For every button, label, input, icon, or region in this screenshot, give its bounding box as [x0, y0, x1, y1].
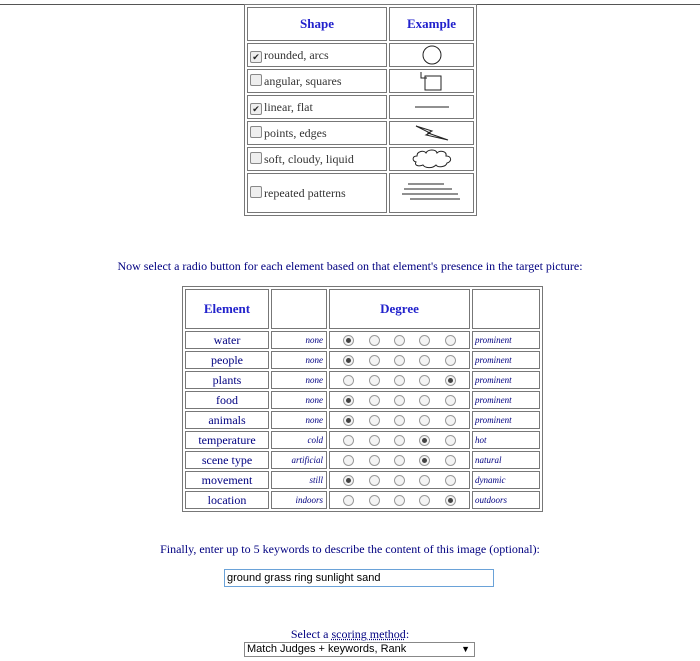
high-label: prominent — [472, 391, 540, 409]
degree-radio[interactable] — [419, 335, 430, 346]
degree-radio[interactable] — [369, 415, 380, 426]
degree-radio[interactable] — [419, 375, 430, 386]
scoring-method-select[interactable] — [244, 642, 475, 657]
degree-radio[interactable] — [419, 435, 430, 446]
degree-radio[interactable] — [343, 475, 354, 486]
element-label: temperature — [185, 431, 269, 449]
high-label: outdoors — [472, 491, 540, 509]
low-header — [271, 289, 327, 329]
degree-radio[interactable] — [394, 395, 405, 406]
shape-checkbox-soft[interactable] — [250, 152, 262, 164]
low-label: none — [271, 391, 327, 409]
degree-row — [185, 471, 540, 489]
degree-radio[interactable] — [445, 415, 456, 426]
high-label: natural — [472, 451, 540, 469]
degree-radio[interactable] — [445, 375, 456, 386]
element-label: water — [185, 331, 269, 349]
degree-radio[interactable] — [394, 355, 405, 366]
high-label: prominent — [472, 351, 540, 369]
degree-radio[interactable] — [445, 395, 456, 406]
high-label: hot — [472, 431, 540, 449]
shape-row — [247, 69, 474, 93]
degree-radio[interactable] — [343, 355, 354, 366]
line-icon — [412, 102, 452, 112]
element-label: people — [185, 351, 269, 369]
degree-radio[interactable] — [369, 455, 380, 466]
degree-radios — [329, 411, 470, 429]
degree-radio[interactable] — [343, 335, 354, 346]
dropdown-arrow-icon: ▼ — [461, 644, 470, 654]
degree-radio[interactable] — [419, 355, 430, 366]
degree-row — [185, 411, 540, 429]
degree-radio[interactable] — [419, 395, 430, 406]
shape-header: Shape — [247, 7, 387, 41]
element-header: Element — [185, 289, 269, 329]
square-corner-icon — [417, 70, 447, 92]
degree-radio[interactable] — [394, 475, 405, 486]
degree-row — [185, 451, 540, 469]
shape-checkbox-repeated[interactable] — [250, 186, 262, 198]
degree-radio[interactable] — [343, 415, 354, 426]
degree-radio[interactable] — [419, 475, 430, 486]
high-label: prominent — [472, 411, 540, 429]
keywords-instruction: Finally, enter up to 5 keywords to describe the content of this image (optional): — [160, 542, 540, 556]
degree-radios — [329, 371, 470, 389]
element-label: food — [185, 391, 269, 409]
degree-radios — [329, 391, 470, 409]
degree-radio[interactable] — [394, 375, 405, 386]
degree-radio[interactable] — [343, 455, 354, 466]
degree-radio[interactable] — [445, 335, 456, 346]
high-label: prominent — [472, 331, 540, 349]
shape-row — [247, 121, 474, 145]
degree-radio[interactable] — [369, 395, 380, 406]
low-label: still — [271, 471, 327, 489]
shape-label: soft, cloudy, liquid — [264, 152, 354, 166]
scoring-suffix: : — [405, 627, 410, 641]
degree-header: Degree — [329, 289, 470, 329]
degree-radio[interactable] — [419, 455, 430, 466]
element-label: scene type — [185, 451, 269, 469]
shape-checkbox-points[interactable] — [250, 126, 262, 138]
degree-radios — [329, 331, 470, 349]
shape-checkbox-linear[interactable] — [250, 103, 262, 115]
degree-radios — [329, 471, 470, 489]
degree-radio[interactable] — [394, 495, 405, 506]
keywords-input[interactable]: ground grass ring sunlight sand — [224, 569, 494, 587]
low-label: artificial — [271, 451, 327, 469]
degree-row — [185, 491, 540, 509]
degree-radio[interactable] — [394, 335, 405, 346]
degree-radio[interactable] — [343, 495, 354, 506]
degree-row — [185, 331, 540, 349]
shape-label: rounded, arcs — [264, 48, 329, 62]
example-header: Example — [389, 7, 474, 41]
shape-label: points, edges — [264, 126, 327, 140]
degree-radio[interactable] — [369, 475, 380, 486]
degree-radio[interactable] — [369, 355, 380, 366]
shape-label: linear, flat — [264, 100, 313, 114]
degree-row — [185, 371, 540, 389]
degree-radio[interactable] — [445, 495, 456, 506]
low-label: indoors — [271, 491, 327, 509]
low-label: none — [271, 411, 327, 429]
shape-checkbox-rounded[interactable] — [250, 51, 262, 63]
stripes-icon — [400, 181, 464, 205]
degree-radio[interactable] — [394, 415, 405, 426]
degree-row — [185, 351, 540, 369]
degree-radio[interactable] — [343, 395, 354, 406]
degree-radio[interactable] — [394, 455, 405, 466]
element-label: plants — [185, 371, 269, 389]
degree-radios — [329, 451, 470, 469]
shape-row — [247, 43, 474, 67]
degree-table — [182, 286, 543, 512]
radio-instruction: Now select a radio button for each element based on that element's presence in the target picture: — [117, 259, 583, 273]
degree-radio[interactable] — [419, 495, 430, 506]
degree-row — [185, 431, 540, 449]
shape-table — [244, 4, 477, 216]
shape-label: angular, squares — [264, 74, 342, 88]
shape-row — [247, 147, 474, 171]
degree-radio[interactable] — [343, 375, 354, 386]
degree-radio[interactable] — [394, 435, 405, 446]
degree-radio[interactable] — [369, 335, 380, 346]
degree-radio[interactable] — [445, 435, 456, 446]
degree-radios — [329, 491, 470, 509]
high-label: prominent — [472, 371, 540, 389]
degree-radios — [329, 351, 470, 369]
degree-radio[interactable] — [343, 435, 354, 446]
shape-row — [247, 173, 474, 213]
element-label: movement — [185, 471, 269, 489]
circle-icon — [417, 45, 447, 65]
scoring-prefix: Select a — [290, 627, 332, 641]
element-label: animals — [185, 411, 269, 429]
cloud-icon — [410, 148, 454, 170]
scoring-label — [0, 627, 700, 642]
degree-radio[interactable] — [445, 355, 456, 366]
element-label: location — [185, 491, 269, 509]
low-label: none — [271, 331, 327, 349]
low-label: none — [271, 351, 327, 369]
degree-radio[interactable] — [369, 375, 380, 386]
low-label: cold — [271, 431, 327, 449]
degree-radio[interactable] — [445, 455, 456, 466]
degree-row — [185, 391, 540, 409]
high-header — [472, 289, 540, 329]
degree-radio[interactable] — [369, 435, 380, 446]
degree-radio[interactable] — [419, 415, 430, 426]
scoring-method-link[interactable]: scoring method — [331, 627, 406, 641]
high-label: dynamic — [472, 471, 540, 489]
lightning-icon — [412, 123, 452, 143]
scoring-selected-value: Match Judges + keywords, Rank — [247, 643, 407, 655]
degree-radio[interactable] — [369, 495, 380, 506]
shape-row — [247, 95, 474, 119]
low-label: none — [271, 371, 327, 389]
shape-label: repeated patterns — [264, 186, 346, 200]
degree-radios — [329, 431, 470, 449]
degree-radio[interactable] — [445, 475, 456, 486]
shape-checkbox-angular[interactable] — [250, 74, 262, 86]
